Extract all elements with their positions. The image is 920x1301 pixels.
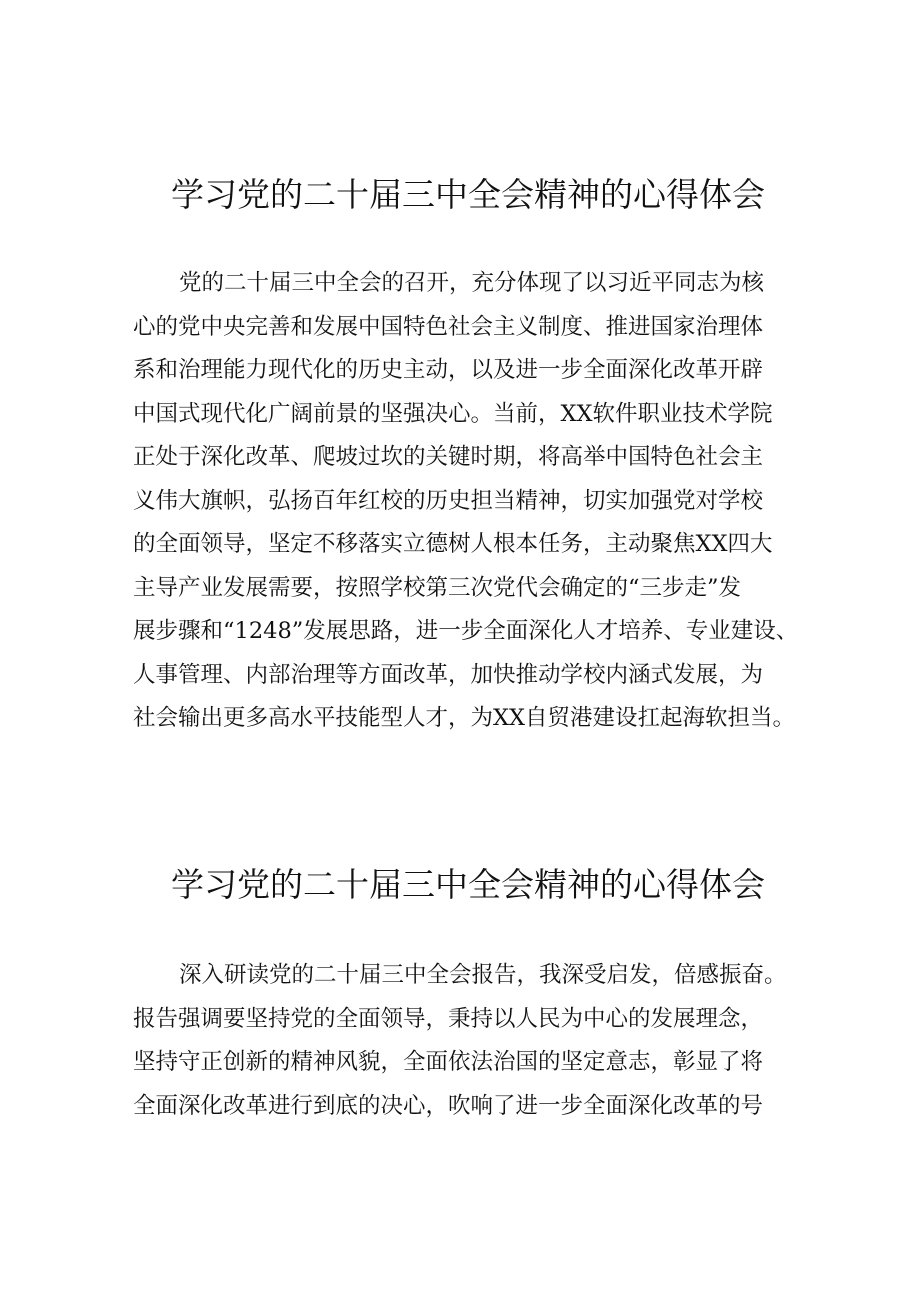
paragraph-line: 党的二十届三中全会的召开，充分体现了以习近平同志为核 [179, 270, 765, 296]
article-section-1 [133, 168, 803, 741]
article-body-2 [133, 954, 803, 1128]
paragraph-line: 深入研读党的二十届三中全会报告，我深受启发，倍感振奋。 [179, 962, 787, 988]
paragraph-line: 人事管理、内部治理等方面改革，加快推动学校内涵式发展，为 [133, 661, 764, 688]
paragraph-line: 正处于深化改革、爬坡过坎的关键时期，将高举中国特色社会主 [133, 444, 764, 470]
paragraph-line: 展步骤和“1248”发展思路，进一步全面深化人才培养、专业建设、 [133, 618, 799, 644]
paragraph-line: 报告强调要坚持党的全面领导，秉持以人民为中心的发展理念， [133, 1005, 764, 1032]
article-section-2 [133, 858, 803, 1128]
paragraph-line: 中国式现代化广阔前景的坚强决心。当前，XX软件职业技术学院 [133, 400, 773, 427]
article-title-2: 学习党的二十届三中全会精神的心得体会 [171, 865, 765, 904]
paragraph-line: 坚持守正创新的精神风貌，全面依法治国的坚定意志，彰显了将 [133, 1049, 764, 1075]
paragraph-line: 主导产业发展需要，按照学校第三次党代会确定的“三步走”发 [133, 574, 742, 601]
article-body-1 [133, 262, 803, 741]
paragraph-line: 的全面领导，坚定不移落实立德树人根本任务，主动聚焦XX四大 [133, 531, 773, 557]
paragraph-line: 全面深化改革进行到底的决心，吹响了进一步全面深化改革的号 [133, 1092, 764, 1119]
article-title-1: 学习党的二十届三中全会精神的心得体会 [171, 175, 765, 214]
paragraph-line: 义伟大旗帜，弘扬百年红校的历史担当精神，切实加强党对学校 [133, 487, 764, 514]
paragraph-line: 社会输出更多高水平技能型人才，为XX自贸港建设扛起海软担当。 [133, 705, 796, 731]
paragraph-line: 心的党中央完善和发展中国特色社会主义制度、推进国家治理体 [133, 313, 764, 340]
paragraph-line: 系和治理能力现代化的历史主动，以及进一步全面深化改革开辟 [133, 357, 764, 383]
